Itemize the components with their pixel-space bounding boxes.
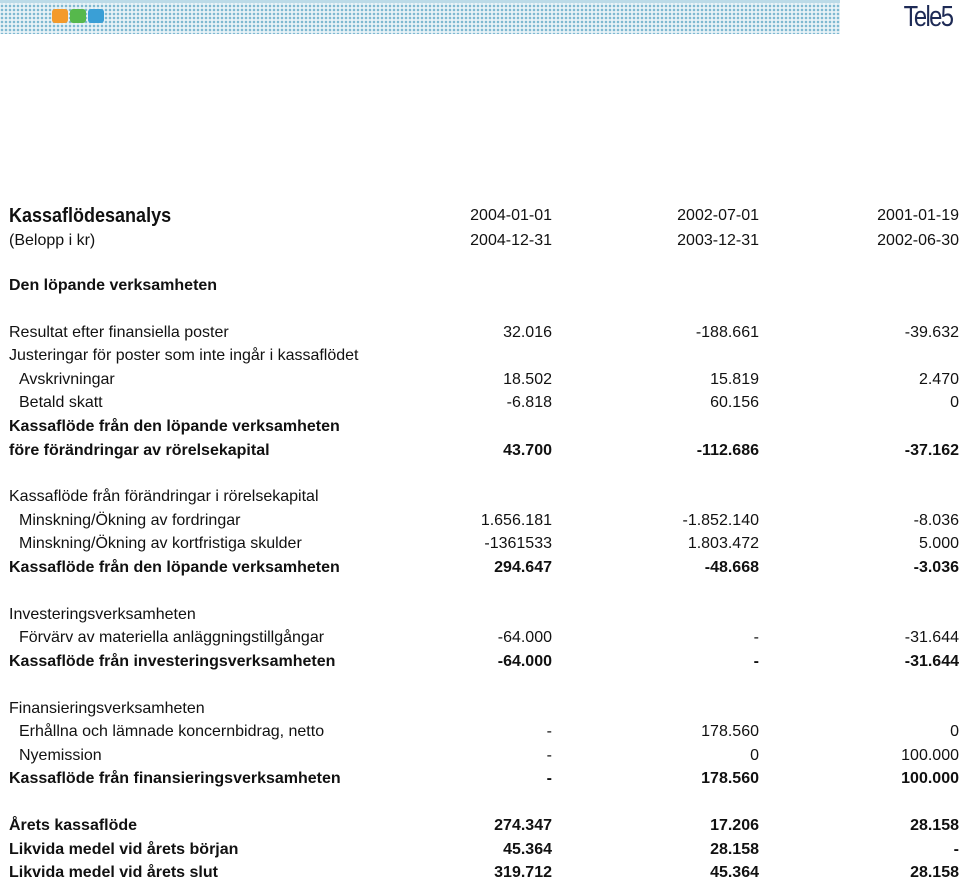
row-label: Nyemission: [19, 747, 102, 764]
row-value-2003: 178.560: [701, 770, 759, 787]
row-value-2004: 18.502: [503, 371, 552, 388]
row-value-2002: 28.158: [910, 817, 959, 834]
report-title: Kassaflödesanalys: [9, 205, 172, 227]
table-row: [9, 322, 959, 344]
row-value-2004: 43.700: [503, 442, 552, 459]
green-badge-icon: [70, 9, 86, 23]
row-label: Kassaflöde från den löpande verksamheten: [9, 418, 340, 435]
row-label: Kassaflöde från den löpande verksamheten: [9, 559, 340, 576]
row-value-2002: -: [953, 841, 959, 858]
row-label: Erhållna och lämnade koncernbidrag, netto: [19, 723, 325, 740]
report-subtitle-row: [9, 230, 959, 252]
row-label: Minskning/Ökning av kortfristiga skulder: [19, 535, 302, 552]
table-row: [9, 486, 959, 508]
period-2-to: 2003-12-31: [677, 232, 759, 249]
row-value-2003: 1.803.472: [687, 535, 759, 552]
row-value-2004: 45.364: [503, 841, 552, 858]
period-3-to: 2002-06-30: [877, 232, 959, 249]
row-value-2002: 100.000: [901, 770, 959, 787]
row-value-2004: -6.818: [506, 394, 552, 411]
row-value-2002: -37.162: [904, 442, 959, 459]
row-label: Avskrivningar: [19, 371, 115, 388]
row-value-2004: -1361533: [484, 535, 552, 552]
row-label: Justeringar för poster som inte ingår i kassaflödet: [9, 347, 359, 364]
row-value-2004: 1.656.181: [480, 512, 552, 529]
row-value-2003: 178.560: [701, 723, 759, 740]
row-label: Resultat efter finansiella poster: [9, 324, 229, 341]
table-row: [9, 862, 959, 884]
row-value-2003: -112.686: [696, 442, 759, 459]
period-1-from: 2004-01-01: [470, 207, 552, 224]
row-label: Förvärv av materiella anläggningstillgångar: [19, 629, 325, 646]
row-label: Kassaflöde från förändringar i rörelsekapital: [9, 488, 319, 505]
row-label: Betald skatt: [19, 394, 103, 411]
period-3-from: 2001-01-19: [877, 207, 959, 224]
row-value-2004: -: [546, 747, 552, 764]
row-value-2003: 0: [750, 747, 759, 764]
row-value-2004: 319.712: [494, 864, 552, 881]
row-value-2002: 0: [950, 394, 959, 411]
row-label: Likvida medel vid årets slut: [9, 864, 218, 881]
row-value-2002: -31.644: [904, 653, 959, 670]
header-strip: [0, 0, 960, 3]
table-row: [9, 416, 959, 438]
row-label: Investeringsverksamheten: [9, 606, 196, 623]
row-value-2002: -8.036: [913, 512, 959, 529]
row-value-2004: 32.016: [503, 324, 552, 341]
row-value-2004: -64.000: [497, 629, 552, 646]
brand-box: [840, 0, 960, 34]
report-subtitle: (Belopp i kr): [9, 232, 96, 249]
logo-icons: [52, 8, 104, 24]
row-value-2002: 28.158: [910, 864, 959, 881]
row-value-2002: 100.000: [901, 747, 959, 764]
row-value-2003: 28.158: [710, 841, 759, 858]
header-bar: [0, 0, 960, 34]
row-value-2002: 0: [950, 723, 959, 740]
row-value-2002: -3.036: [913, 559, 959, 576]
row-value-2004: -64.000: [497, 653, 552, 670]
table-row: [9, 721, 959, 743]
report-title-row: [9, 202, 959, 230]
period-1-to: 2004-12-31: [470, 232, 552, 249]
row-value-2004: -: [546, 770, 552, 787]
row-value-2002: -39.632: [904, 324, 959, 341]
table-row: [9, 392, 959, 414]
row-value-2002: 5.000: [918, 535, 959, 552]
table-row: [9, 557, 959, 579]
row-value-2003: 15.819: [710, 371, 759, 388]
row-label: Kassaflöde från investeringsverksamheten: [9, 653, 336, 670]
row-value-2003: -: [753, 629, 759, 646]
row-value-2002: 2.470: [918, 371, 959, 388]
row-value-2004: -: [546, 723, 552, 740]
row-value-2003: -: [753, 653, 759, 670]
table-row: [9, 369, 959, 391]
table-row: [9, 815, 959, 837]
table-row: [9, 768, 959, 790]
row-value-2004: 294.647: [494, 559, 552, 576]
table-row: [9, 651, 959, 673]
row-value-2003: -1.852.140: [682, 512, 759, 529]
row-value-2003: -188.661: [695, 324, 759, 341]
table-row: [9, 345, 959, 367]
row-label: Den löpande verksamheten: [9, 277, 218, 294]
table-row: [9, 440, 959, 462]
table-row: [9, 745, 959, 767]
table-row: [9, 839, 959, 861]
orange-badge-icon: [52, 9, 68, 23]
row-label: Årets kassaflöde: [9, 817, 138, 834]
brand-logo: Tele5: [903, 1, 952, 33]
row-label: Finansieringsverksamheten: [9, 700, 205, 717]
row-value-2003: 45.364: [710, 864, 759, 881]
row-label: Likvida medel vid årets början: [9, 841, 239, 858]
table-row: [9, 510, 959, 532]
row-label: före förändringar av rörelsekapital: [9, 442, 270, 459]
row-label: Kassaflöde från finansieringsverksamheten: [9, 770, 341, 787]
blue-badge-icon: [88, 9, 104, 23]
table-row: [9, 698, 959, 720]
table-row: [9, 627, 959, 649]
row-label: Minskning/Ökning av fordringar: [19, 512, 241, 529]
row-value-2002: -31.644: [904, 629, 959, 646]
row-value-2004: 274.347: [494, 817, 552, 834]
row-value-2003: -48.668: [704, 559, 759, 576]
table-row: [9, 604, 959, 626]
table-row: [9, 275, 959, 297]
period-2-from: 2002-07-01: [677, 207, 759, 224]
table-row: [9, 533, 959, 555]
row-value-2003: 60.156: [710, 394, 759, 411]
row-value-2003: 17.206: [710, 817, 759, 834]
